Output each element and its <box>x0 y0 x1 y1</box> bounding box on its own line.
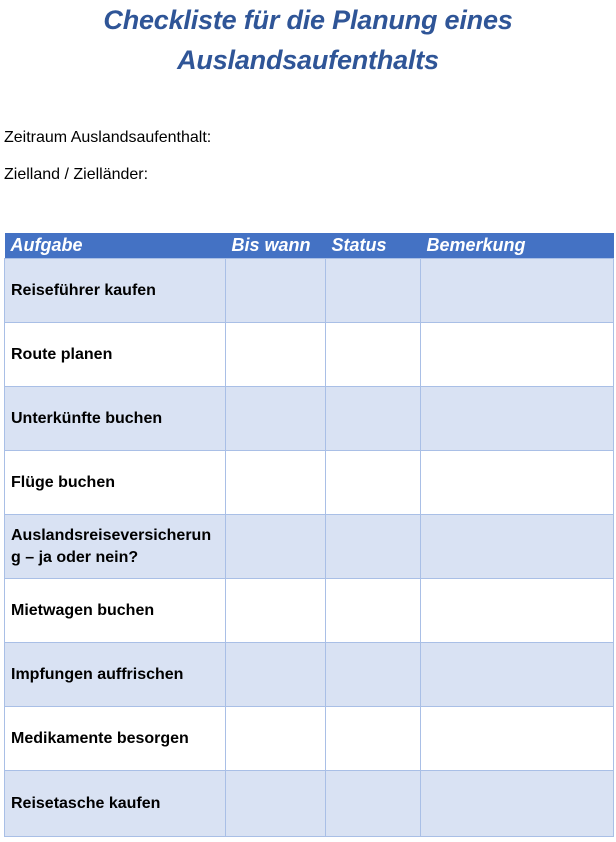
header-note: Bemerkung <box>421 233 614 259</box>
page-title-line-2: Auslandsaufenthalts <box>177 45 439 75</box>
due-cell[interactable] <box>226 771 326 837</box>
due-cell[interactable] <box>226 451 326 515</box>
due-cell[interactable] <box>226 579 326 643</box>
task-label: Unterkünfte buchen <box>11 409 163 427</box>
note-cell[interactable] <box>421 707 614 771</box>
status-cell[interactable] <box>326 579 421 643</box>
due-cell[interactable] <box>226 707 326 771</box>
country-label: Zielland / Zielländer: <box>4 166 149 183</box>
status-cell[interactable] <box>326 771 421 837</box>
table-row <box>5 707 614 771</box>
table-row <box>5 451 614 515</box>
status-cell[interactable] <box>326 387 421 451</box>
table-row <box>5 323 614 387</box>
task-label: Medikamente besorgen <box>11 729 189 747</box>
task-cell <box>5 707 226 771</box>
checklist-table <box>4 233 614 837</box>
due-cell[interactable] <box>226 387 326 451</box>
page-title <box>0 0 616 80</box>
table-row <box>5 387 614 451</box>
note-cell[interactable] <box>421 515 614 579</box>
page-title-line-1: Checkliste für die Planung eines <box>103 5 513 35</box>
task-label: Reisetasche kaufen <box>11 794 161 812</box>
header-task: Aufgabe <box>5 233 226 259</box>
table-row <box>5 515 614 579</box>
note-cell[interactable] <box>421 579 614 643</box>
table-header-row <box>5 233 614 259</box>
task-cell <box>5 387 226 451</box>
due-cell[interactable] <box>226 323 326 387</box>
status-cell[interactable] <box>326 643 421 707</box>
task-cell <box>5 515 226 579</box>
note-cell[interactable] <box>421 451 614 515</box>
task-cell <box>5 643 226 707</box>
task-cell <box>5 579 226 643</box>
status-cell[interactable] <box>326 323 421 387</box>
header-due: Bis wann <box>226 233 326 259</box>
status-cell[interactable] <box>326 451 421 515</box>
period-label: Zeitraum Auslandsaufenthalt: <box>4 129 212 146</box>
task-label: Reiseführer kaufen <box>11 281 156 299</box>
note-cell[interactable] <box>421 387 614 451</box>
table-row <box>5 259 614 323</box>
task-label: Flüge buchen <box>11 473 115 491</box>
task-label: Auslandsreiseversicherung – ja oder nein? <box>11 526 212 566</box>
note-cell[interactable] <box>421 771 614 837</box>
status-cell[interactable] <box>326 515 421 579</box>
status-cell[interactable] <box>326 259 421 323</box>
table-row <box>5 643 614 707</box>
due-cell[interactable] <box>226 643 326 707</box>
note-cell[interactable] <box>421 323 614 387</box>
task-cell <box>5 259 226 323</box>
table-row <box>5 579 614 643</box>
note-cell[interactable] <box>421 259 614 323</box>
due-cell[interactable] <box>226 259 326 323</box>
task-label: Impfungen auffrischen <box>11 665 184 683</box>
header-status: Status <box>326 233 421 259</box>
table-row <box>5 771 614 837</box>
task-cell <box>5 323 226 387</box>
status-cell[interactable] <box>326 707 421 771</box>
task-cell <box>5 771 226 837</box>
due-cell[interactable] <box>226 515 326 579</box>
note-cell[interactable] <box>421 643 614 707</box>
task-cell <box>5 451 226 515</box>
task-label: Route planen <box>11 345 113 363</box>
task-label: Mietwagen buchen <box>11 601 155 619</box>
